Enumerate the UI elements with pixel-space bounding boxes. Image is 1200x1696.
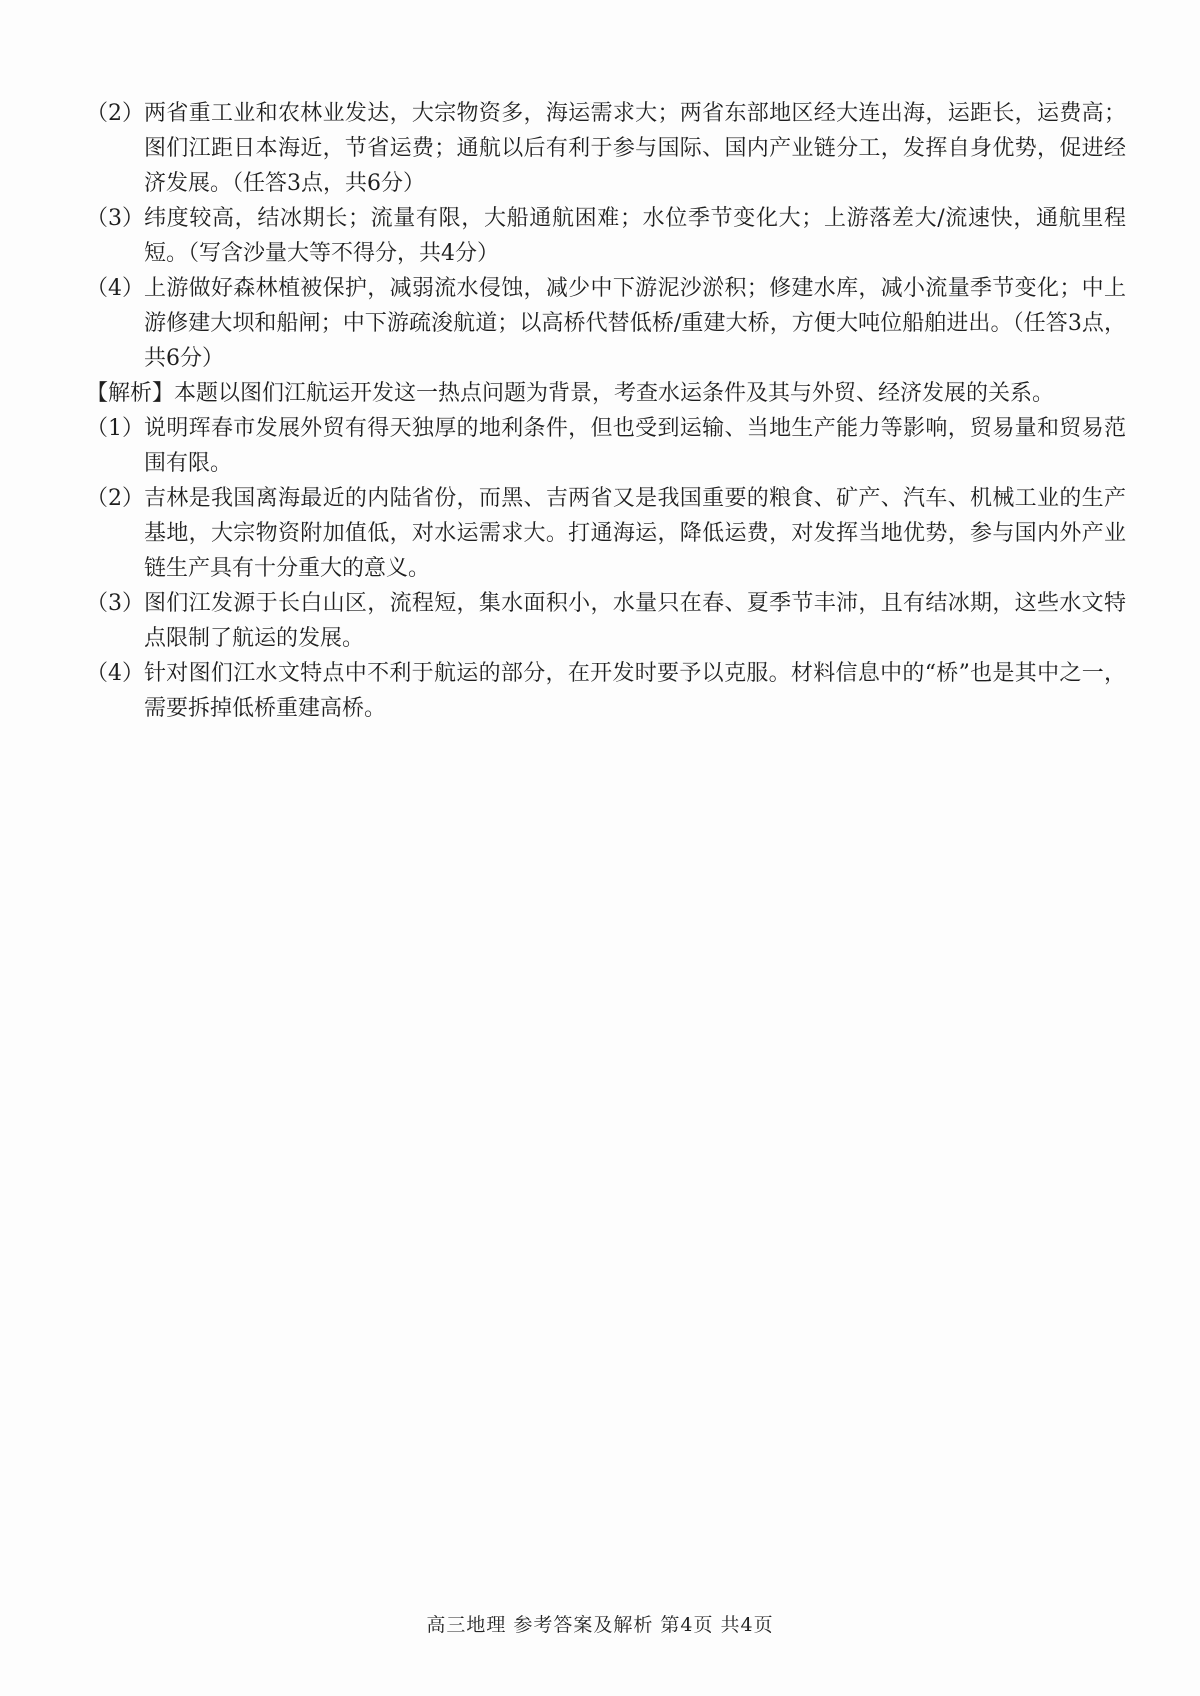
analysis-number: （3） — [86, 591, 144, 616]
analysis-intro — [86, 376, 1126, 411]
page-footer: 高三地理 参考答案及解析 第4页 共4页 — [426, 1614, 774, 1636]
answer-text: 两省重工业和农林业发达，大宗物资多，海运需求大；两省东部地区经大连出海，运距长，运费高；图们江距日本海近，节省运费；通航以后有利于参与国际、国内产业链分工，发挥自身优势，促进经济发展。（任答3点，共6分） — [144, 101, 1126, 196]
answer-text: 纬度较高，结冰期长；流量有限，大船通航困难；水位季节变化大；上游落差大/流速快，通航里程短。（写含沙量大等不得分，共4分） — [144, 206, 1126, 266]
analysis-text: 吉林是我国离海最近的内陆省份，而黑、吉两省又是我国重要的粮食、矿产、汽车、机械工业的生产基地，大宗物资附加值低，对水运需求大。打通海运，降低运费，对发挥当地优势，参与国内外产业链生产具有十分重大的意义。 — [144, 486, 1126, 581]
analysis-number: （1） — [86, 416, 144, 441]
analysis-intro-text: 本题以图们江航运开发这一热点问题为背景，考查水运条件及其与外贸、经济发展的关系。 — [174, 381, 1055, 406]
answer-item-4 — [86, 271, 1126, 376]
answer-item-2 — [86, 96, 1126, 201]
analysis-text: 图们江发源于长白山区，流程短，集水面积小，水量只在春、夏季节丰沛，且有结冰期，这些水文特点限制了航运的发展。 — [144, 591, 1126, 651]
analysis-text: 针对图们江水文特点中不利于航运的部分，在开发时要予以克服。材料信息中的“桥”也是其中之一，需要拆掉低桥重建高桥。 — [144, 661, 1126, 721]
answer-number: （3） — [86, 206, 144, 231]
analysis-item-1 — [86, 411, 1126, 481]
analysis-item-4 — [86, 656, 1126, 726]
answer-number: （4） — [86, 276, 144, 301]
analysis-item-2 — [86, 481, 1126, 586]
answer-number: （2） — [86, 101, 144, 126]
analysis-text: 说明珲春市发展外贸有得天独厚的地利条件，但也受到运输、当地生产能力等影响，贸易量和贸易范围有限。 — [144, 416, 1126, 476]
analysis-number: （2） — [86, 486, 144, 511]
answer-item-3 — [86, 201, 1126, 271]
analysis-label: 【解析】 — [86, 381, 175, 406]
answer-content — [86, 96, 1126, 726]
analysis-item-3 — [86, 586, 1126, 656]
analysis-number: （4） — [86, 661, 144, 686]
answer-text: 上游做好森林植被保护，减弱流水侵蚀，减少中下游泥沙淤积；修建水库，减小流量季节变化；中上游修建大坝和船闸；中下游疏浚航道；以高桥代替低桥/重建大桥，方便大吨位船舶进出。（任答3点，共6分） — [144, 276, 1126, 371]
